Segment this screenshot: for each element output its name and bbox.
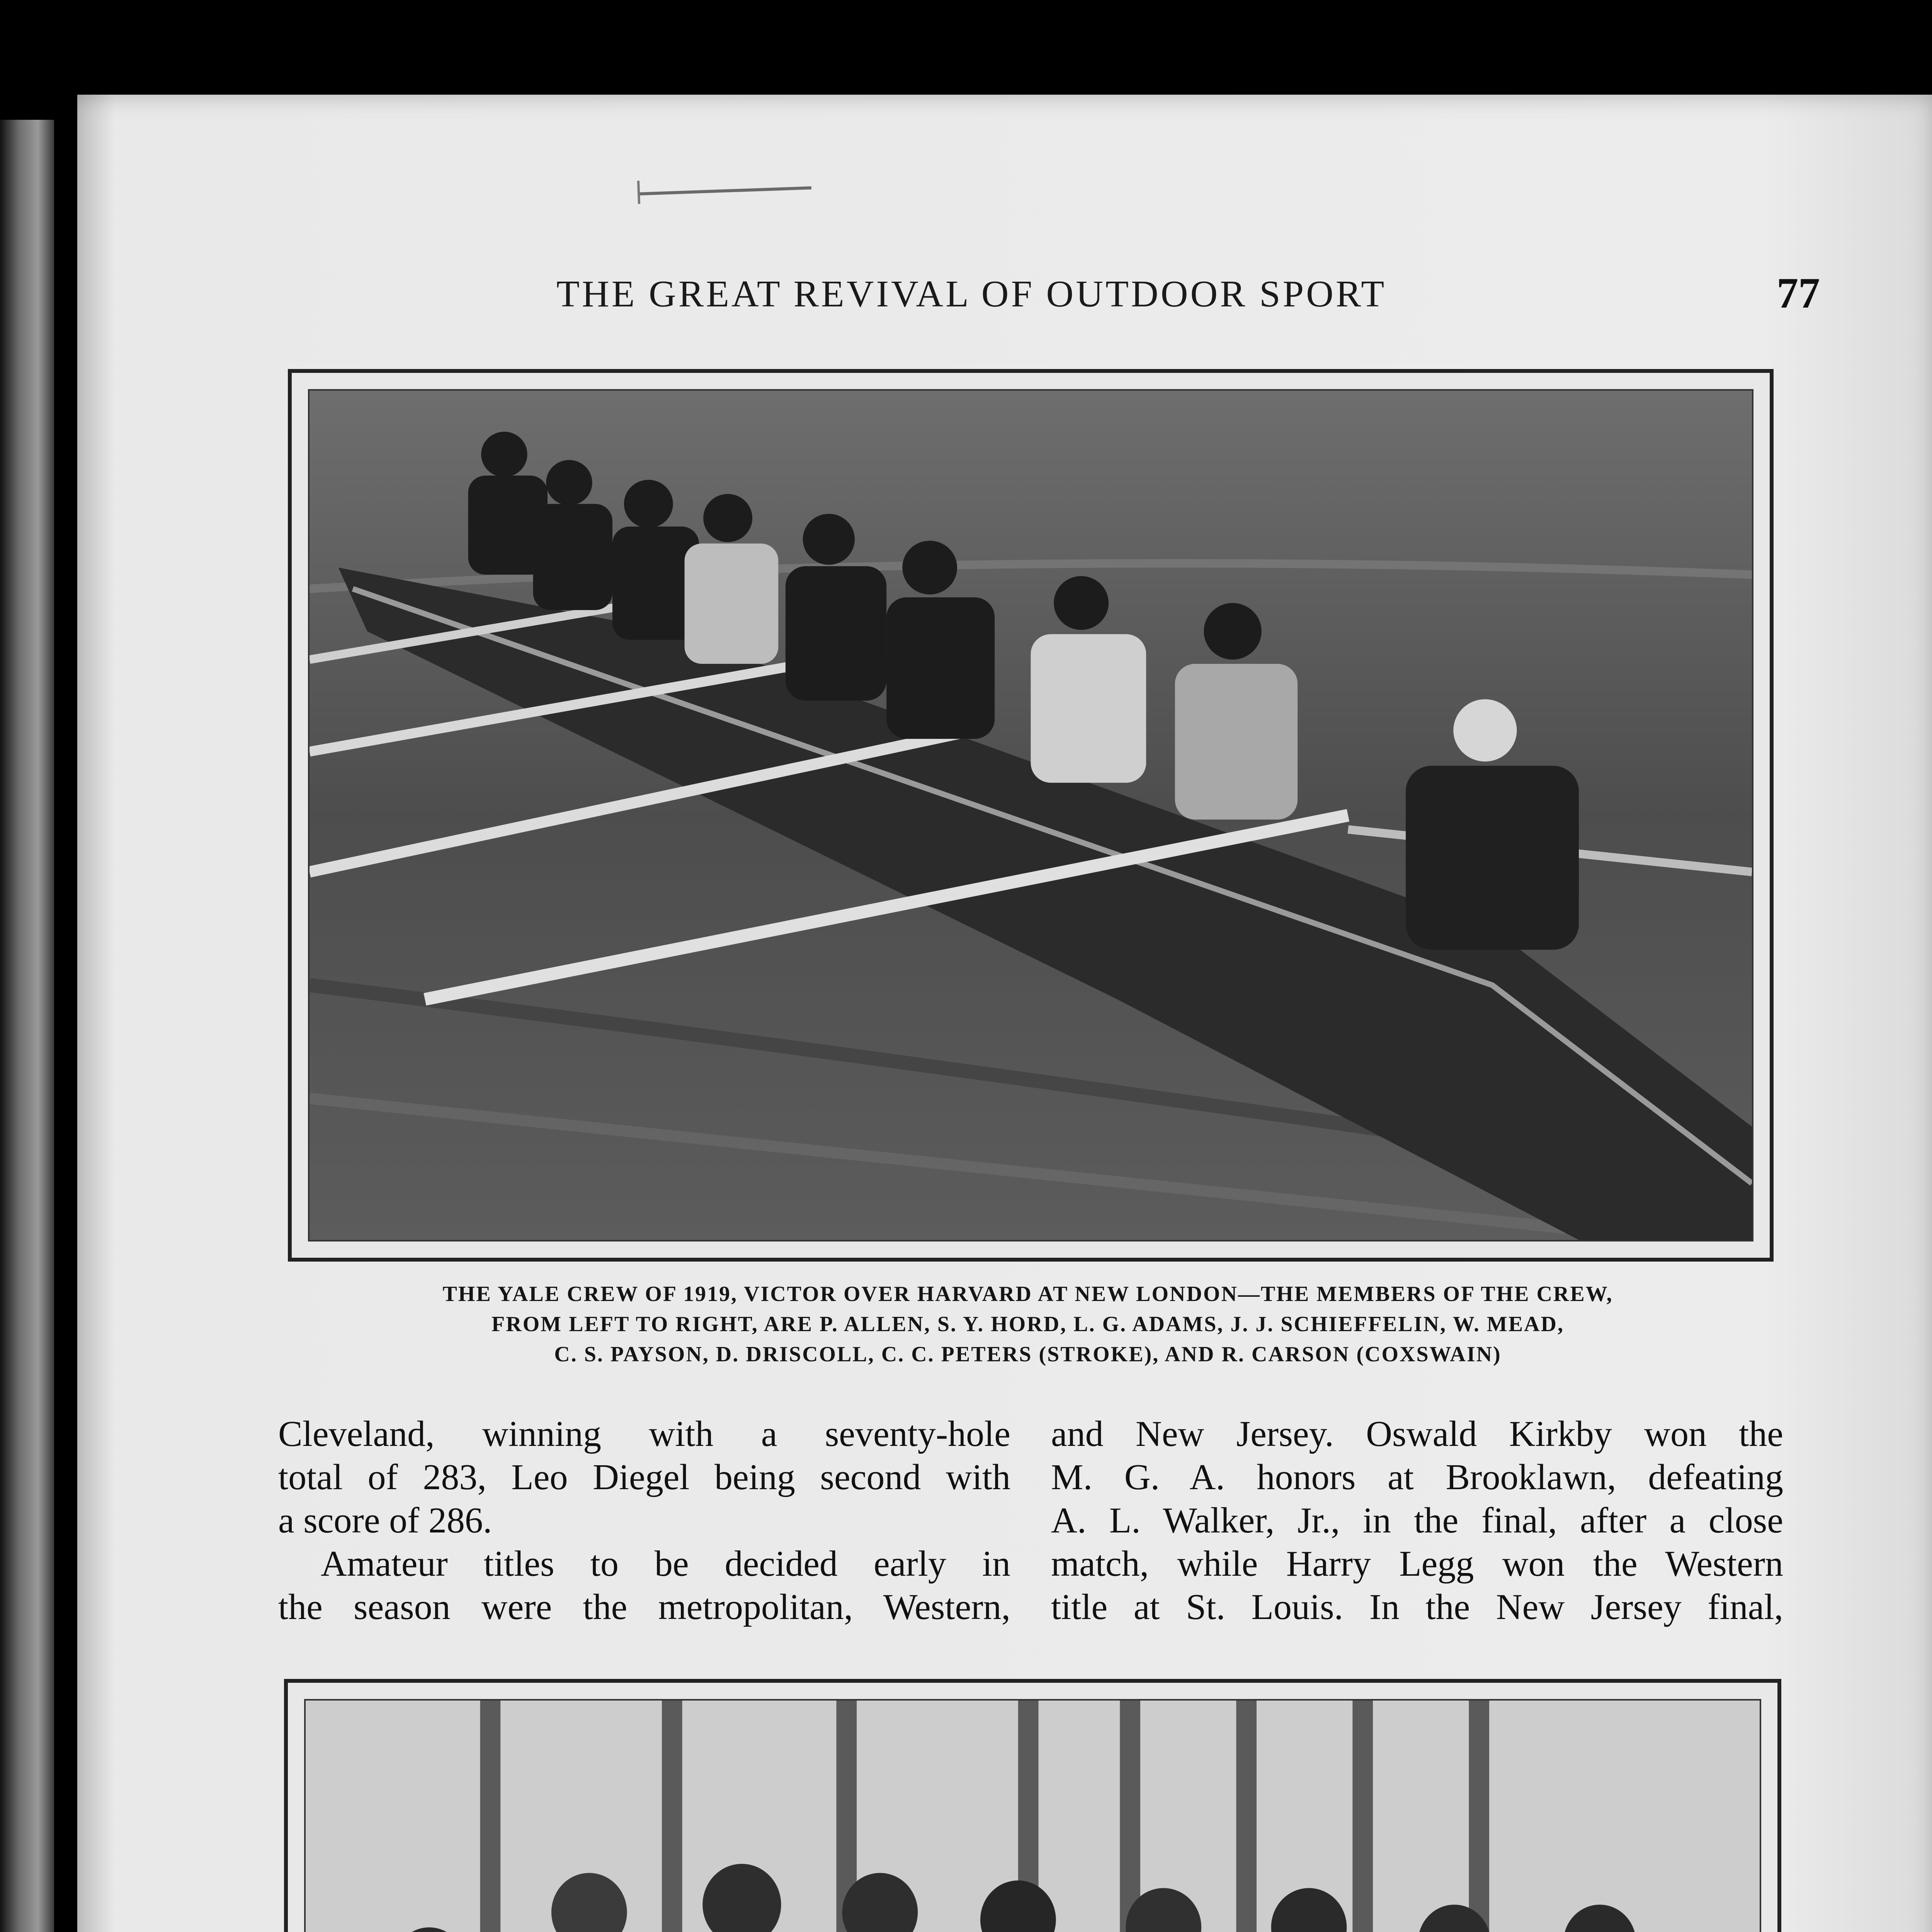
harvard-crew-photo — [304, 1699, 1761, 1932]
text-line: title at St. Louis. In the New Jersey final, — [1051, 1587, 1783, 1627]
page-number: 77 — [1777, 269, 1820, 317]
body-text-right-column — [1051, 1412, 1783, 1636]
previous-page-edge — [0, 120, 54, 1932]
yale-crew-photo — [308, 389, 1753, 1242]
body-text-left-column — [278, 1412, 1010, 1636]
text-line: Amateur titles to be decided early in — [321, 1544, 1010, 1584]
harvard-crew-group-image — [306, 1701, 1760, 1932]
caption-line: FROM LEFT TO RIGHT, ARE P. ALLEN, S. Y. HORD, L. G. ADAMS, J. J. SCHIEFFELIN, W. MEAD, — [492, 1312, 1564, 1336]
yale-crew-photo-frame — [288, 369, 1774, 1262]
yale-crew-rowing-image — [310, 391, 1752, 1240]
text-line: M. G. A. honors at Brooklawn, defeating — [1051, 1457, 1783, 1497]
caption-line: THE YALE CREW OF 1919, VICTOR OVER HARVARD AT NEW LONDON—THE MEMBERS OF THE CREW, — [442, 1282, 1613, 1306]
running-head: THE GREAT REVIVAL OF OUTDOOR SPORT — [556, 273, 1387, 315]
text-line: Cleveland, winning with a seventy-hole — [278, 1414, 1010, 1454]
caption-line: C. S. PAYSON, D. DRISCOLL, C. C. PETERS (STROKE), AND R. CARSON (COXSWAIN) — [554, 1342, 1502, 1366]
yale-crew-caption — [270, 1279, 1785, 1379]
text-line: and New Jersey. Oswald Kirkby won the — [1051, 1414, 1783, 1454]
text-line: A. L. Walker, Jr., in the final, after a close — [1051, 1500, 1783, 1541]
harvard-crew-photo-frame — [284, 1679, 1781, 1932]
text-line: match, while Harry Legg won the Western — [1051, 1544, 1783, 1584]
text-line: the season were the metropolitan, Western, — [278, 1587, 1010, 1627]
text-line: total of 283, Leo Diegel being second with — [278, 1457, 1010, 1497]
text-line: a score of 286. — [278, 1500, 492, 1541]
